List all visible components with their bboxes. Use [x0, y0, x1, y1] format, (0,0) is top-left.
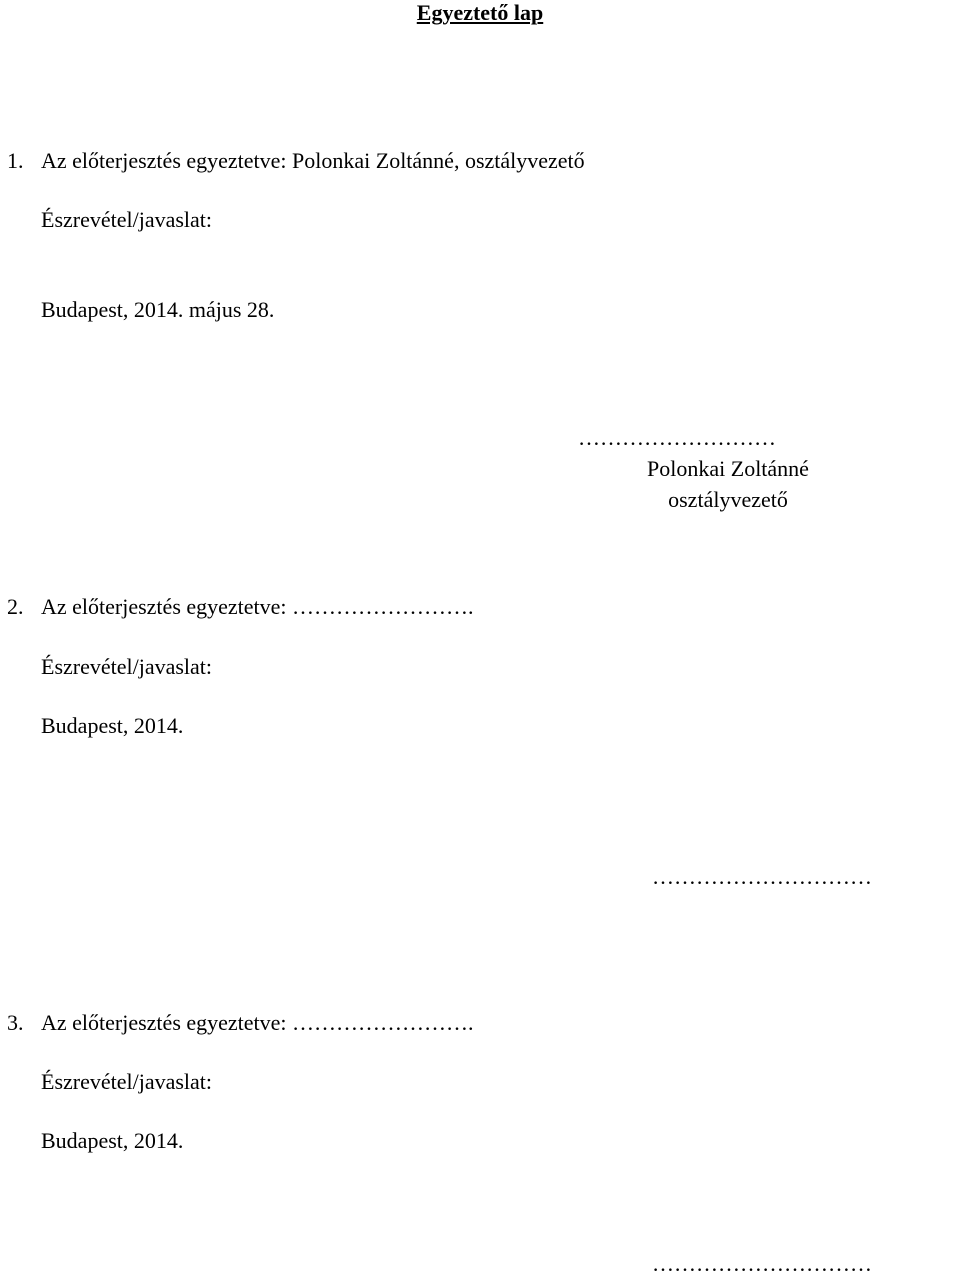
- section-3-signature-line: …………………………: [652, 1251, 872, 1276]
- section-1-agreement: Az előterjesztés egyeztetve: Polonkai Zoltánné, osztályvezető: [41, 148, 585, 173]
- section-1-signature-line: ………………………: [578, 425, 776, 450]
- section-2-place-date: Budapest, 2014.: [41, 713, 184, 738]
- section-1-signer-name: Polonkai Zoltánné: [647, 456, 809, 481]
- section-1-place-date: Budapest, 2014. május 28.: [41, 297, 275, 322]
- section-1-remark-label: Észrevétel/javaslat:: [41, 207, 213, 232]
- section-2-agreement: Az előterjesztés egyeztetve: …………………….: [41, 594, 474, 619]
- section-3-remark-label: Észrevétel/javaslat:: [41, 1069, 213, 1094]
- section-3-number: 3.: [7, 1010, 24, 1035]
- section-1-number: 1.: [7, 148, 24, 173]
- section-3-place-date: Budapest, 2014.: [41, 1128, 184, 1153]
- section-2-remark-label: Észrevétel/javaslat:: [41, 654, 213, 679]
- section-3-agreement: Az előterjesztés egyeztetve: …………………….: [41, 1010, 474, 1035]
- section-2-number: 2.: [7, 594, 24, 619]
- section-1-signer-title: osztályvezető: [668, 487, 788, 512]
- page-title: Egyeztető lap: [416, 0, 544, 25]
- section-1-signature-block: [578, 422, 878, 515]
- section-2-signature-line: …………………………: [652, 864, 872, 889]
